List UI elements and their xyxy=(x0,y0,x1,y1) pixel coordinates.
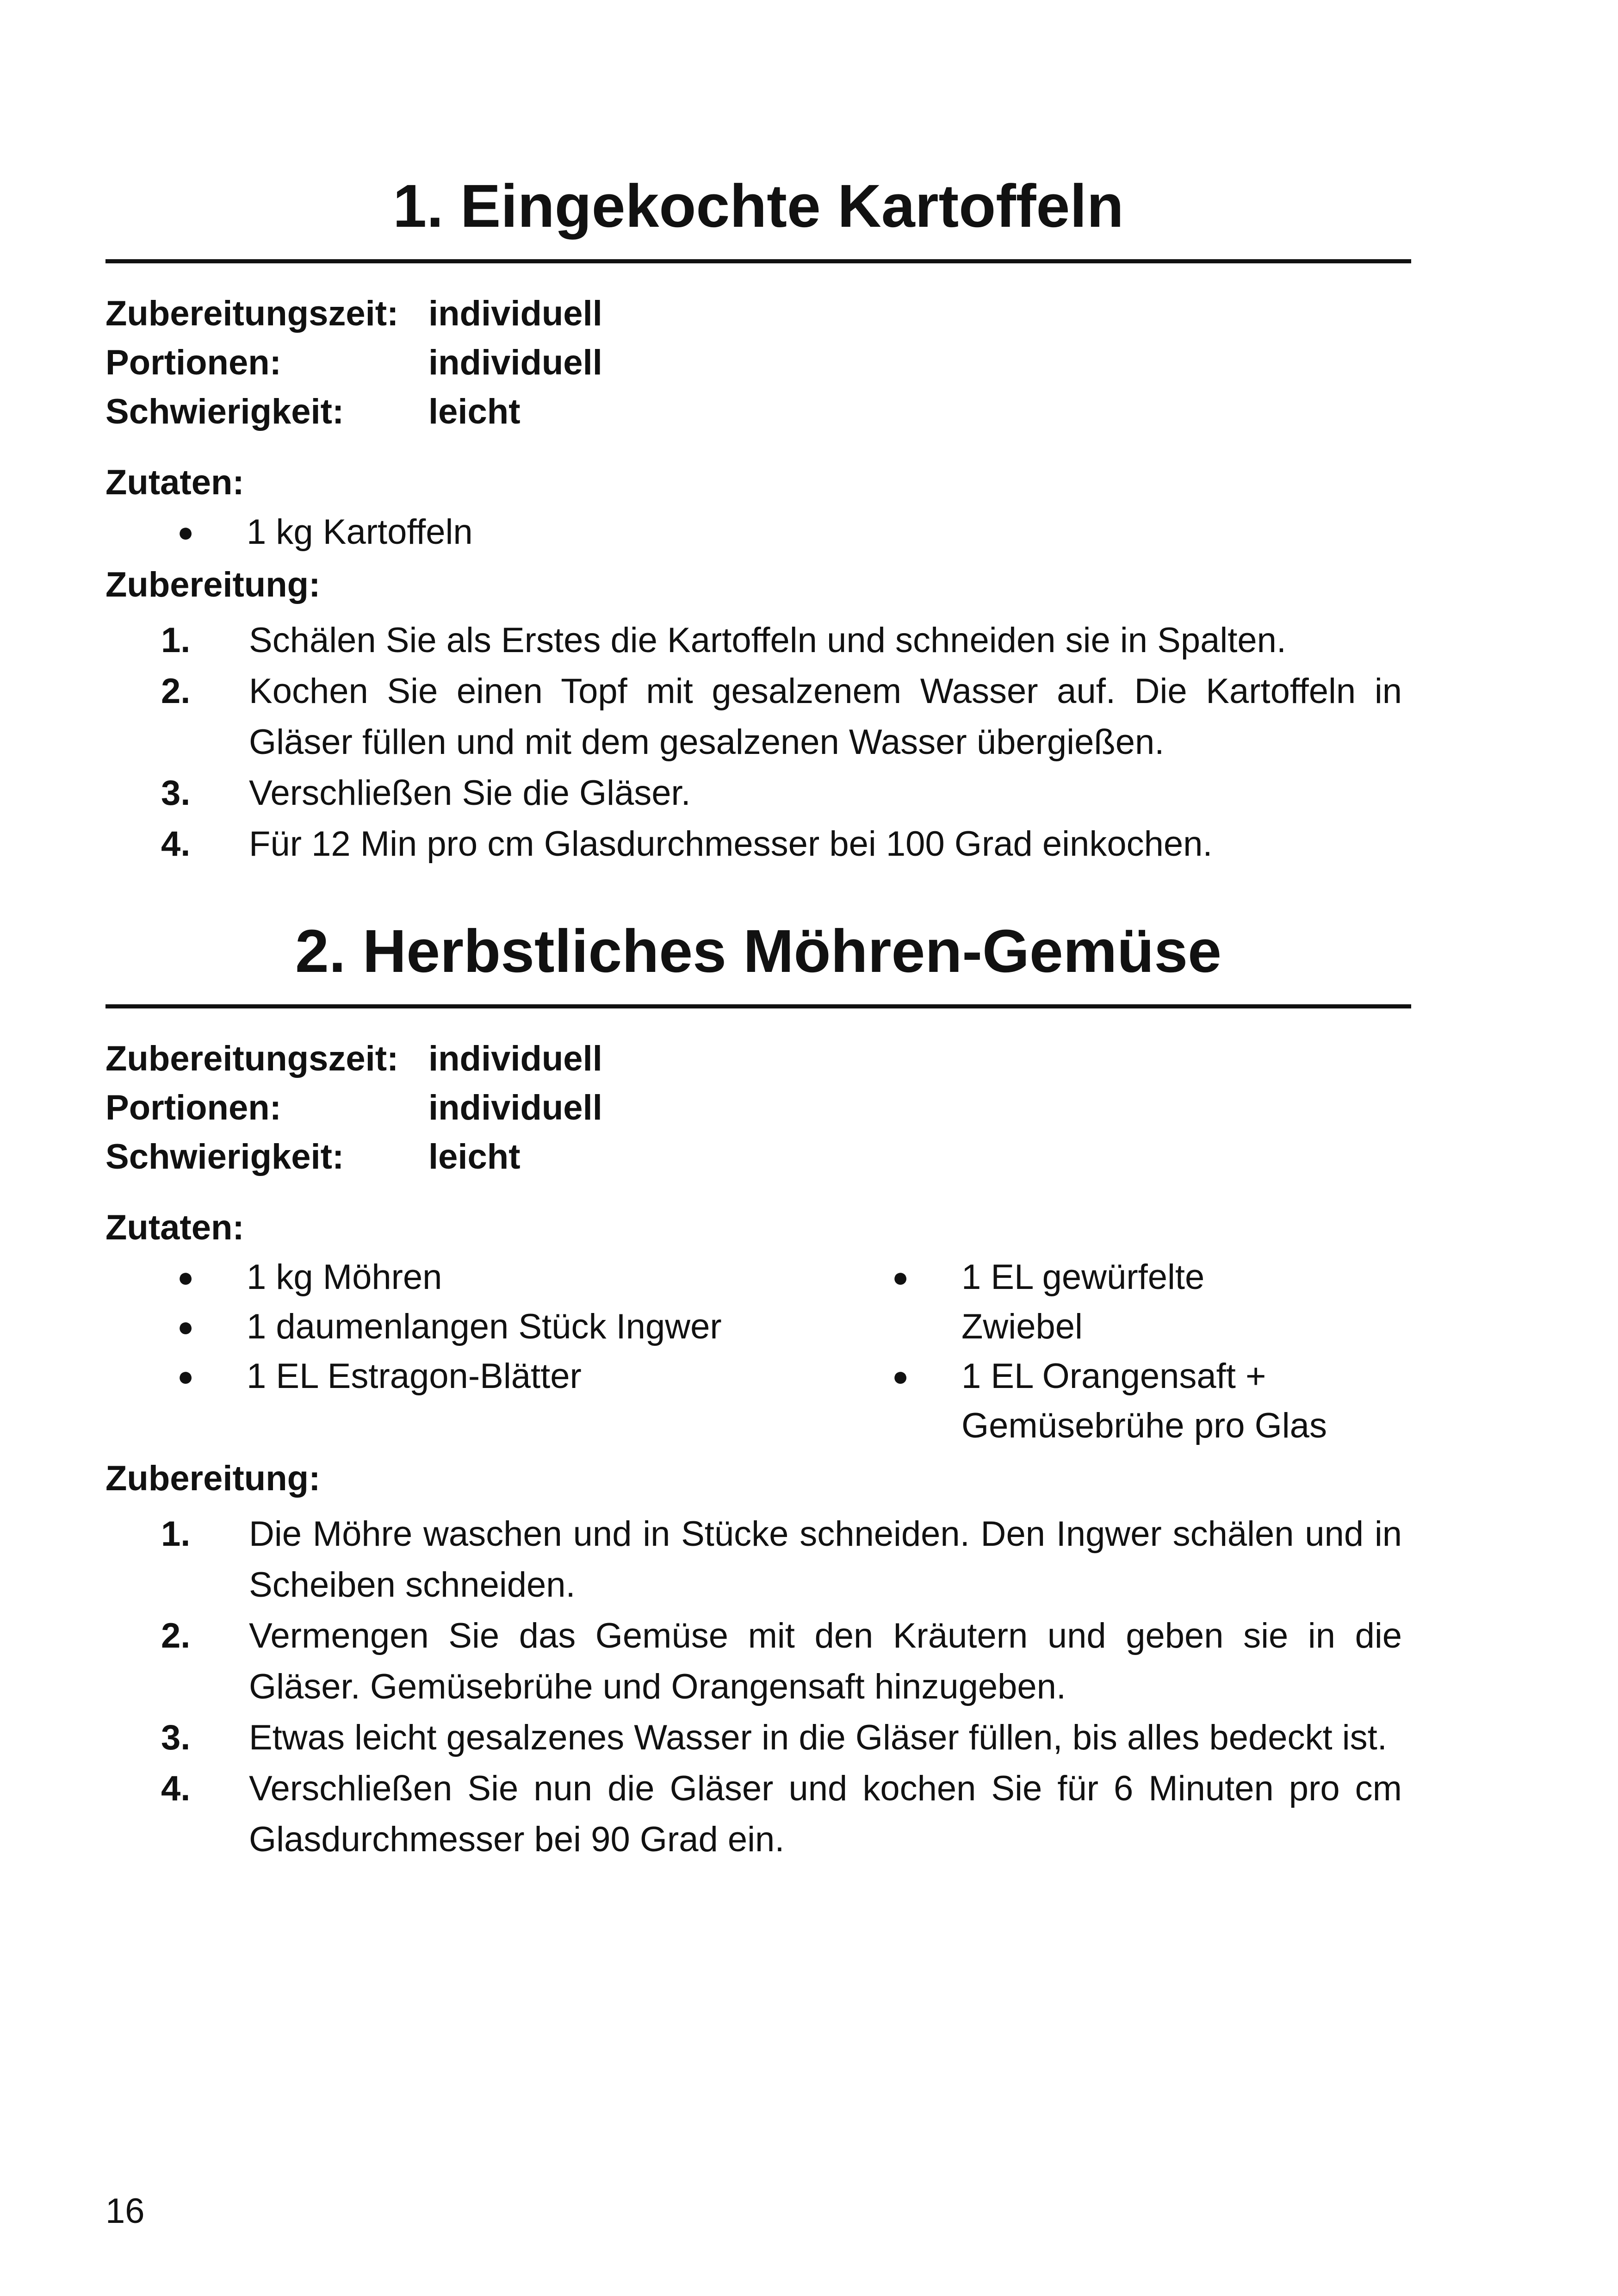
ingredients-list xyxy=(105,1252,1411,1450)
ingredient-item xyxy=(105,1302,732,1351)
step-number: 1. xyxy=(161,1514,191,1554)
ingredient-item xyxy=(105,1252,820,1302)
ingredients-list xyxy=(105,507,1411,557)
step-item xyxy=(105,666,1402,768)
step-number: 2. xyxy=(161,672,191,711)
steps-list xyxy=(105,615,1411,870)
step-text: Kochen Sie einen Topf mit gesalzenem Wasser auf. Die Kartoffeln in Gläser füllen und mit dem gesalzenen Wasser übergießen. xyxy=(249,672,1402,762)
title-divider xyxy=(105,259,1411,263)
meta-key: Portionen: xyxy=(105,1088,281,1127)
bullet-icon: ● xyxy=(177,516,194,548)
step-item xyxy=(105,1763,1402,1865)
step-item xyxy=(105,615,1402,666)
step-number: 3. xyxy=(161,1718,191,1757)
ingredient-text: 1 EL gewürfelte Zwiebel xyxy=(961,1257,1205,1346)
bullet-icon: ● xyxy=(892,1361,909,1392)
ingredient-item xyxy=(820,1252,1329,1351)
step-text: Verschließen Sie nun die Gläser und kochen Sie für 6 Minuten pro cm Glasdurchmesser bei 90 Grad ein. xyxy=(249,1769,1402,1859)
ingredient-text: 1 kg Kartoffeln xyxy=(247,512,473,552)
bullet-icon: ● xyxy=(177,1311,194,1342)
meta-key: Zubereitungszeit: xyxy=(105,1039,399,1078)
meta-value: individuell xyxy=(428,293,602,333)
step-text: Die Möhre waschen und in Stücke schneiden. Den Ingwer schälen und in Scheiben schneiden. xyxy=(249,1514,1402,1605)
meta-value: individuell xyxy=(428,1039,602,1078)
bullet-icon: ● xyxy=(892,1262,909,1293)
steps-list xyxy=(105,1509,1411,1865)
page-number: 16 xyxy=(105,2191,145,2231)
meta-value: individuell xyxy=(428,1088,602,1127)
meta-key: Zubereitungszeit: xyxy=(105,293,399,333)
meta-value: leicht xyxy=(428,392,521,431)
meta-key: Portionen: xyxy=(105,342,281,382)
step-item xyxy=(105,1712,1402,1763)
step-item xyxy=(105,819,1402,870)
ingredient-item xyxy=(105,507,820,557)
step-item xyxy=(105,768,1402,819)
meta-row-time xyxy=(105,1034,753,1083)
step-text: Verschließen Sie die Gläser. xyxy=(249,773,691,813)
ingredient-text: 1 daumenlangen Stück Ingwer xyxy=(247,1307,722,1346)
meta-value: individuell xyxy=(428,342,602,382)
recipe-herbstliches-moehren-gemuese xyxy=(105,898,1411,1865)
ingredient-text: 1 kg Möhren xyxy=(247,1257,442,1297)
ingredients-column-1 xyxy=(105,1252,820,1450)
bullet-icon: ● xyxy=(177,1262,194,1293)
step-text: Für 12 Min pro cm Glasdurchmesser bei 100 Grad einkochen. xyxy=(249,824,1213,864)
step-number: 4. xyxy=(161,1769,191,1808)
step-item xyxy=(105,1509,1402,1611)
title-divider xyxy=(105,1004,1411,1008)
recipe-meta xyxy=(105,1034,753,1181)
ingredient-item xyxy=(820,1351,1329,1450)
ingredients-column-1 xyxy=(105,507,820,557)
meta-key: Schwierigkeit: xyxy=(105,1137,344,1176)
meta-row-portions xyxy=(105,338,753,387)
ingredient-text: 1 EL Estragon-Blätter xyxy=(247,1356,582,1396)
meta-row-time xyxy=(105,289,753,338)
meta-value: leicht xyxy=(428,1137,521,1176)
steps-heading: Zubereitung: xyxy=(105,1459,321,1498)
recipe-title: 2. Herbstliches Möhren-Gemüse xyxy=(295,917,1221,985)
ingredients-heading: Zutaten: xyxy=(105,463,244,502)
recipe-meta xyxy=(105,289,753,436)
ingredient-text: 1 EL Orangensaft + Gemüsebrühe pro Glas xyxy=(961,1356,1327,1445)
meta-row-difficulty xyxy=(105,1132,753,1181)
step-number: 3. xyxy=(161,773,191,813)
step-number: 2. xyxy=(161,1616,191,1655)
step-text: Vermengen Sie das Gemüse mit den Kräutern und geben sie in die Gläser. Gemüsebrühe und Orangensaft hinzugeben. xyxy=(249,1616,1402,1706)
meta-row-portions xyxy=(105,1083,753,1132)
step-number: 4. xyxy=(161,824,191,864)
ingredient-item xyxy=(105,1351,820,1401)
step-number: 1. xyxy=(161,621,191,660)
recipe-title: 1. Eingekochte Kartoffeln xyxy=(393,172,1124,240)
bullet-icon: ● xyxy=(177,1361,194,1392)
steps-heading: Zubereitung: xyxy=(105,565,321,604)
recipe-eingekochte-kartoffeln xyxy=(105,153,1411,870)
step-text: Schälen Sie als Erstes die Kartoffeln und schneiden sie in Spalten. xyxy=(249,621,1286,660)
step-item xyxy=(105,1611,1402,1712)
ingredients-heading: Zutaten: xyxy=(105,1208,244,1247)
step-text: Etwas leicht gesalzenes Wasser in die Gläser füllen, bis alles bedeckt ist. xyxy=(249,1718,1387,1757)
meta-row-difficulty xyxy=(105,387,753,436)
ingredients-column-2 xyxy=(820,1252,1329,1450)
meta-key: Schwierigkeit: xyxy=(105,392,344,431)
